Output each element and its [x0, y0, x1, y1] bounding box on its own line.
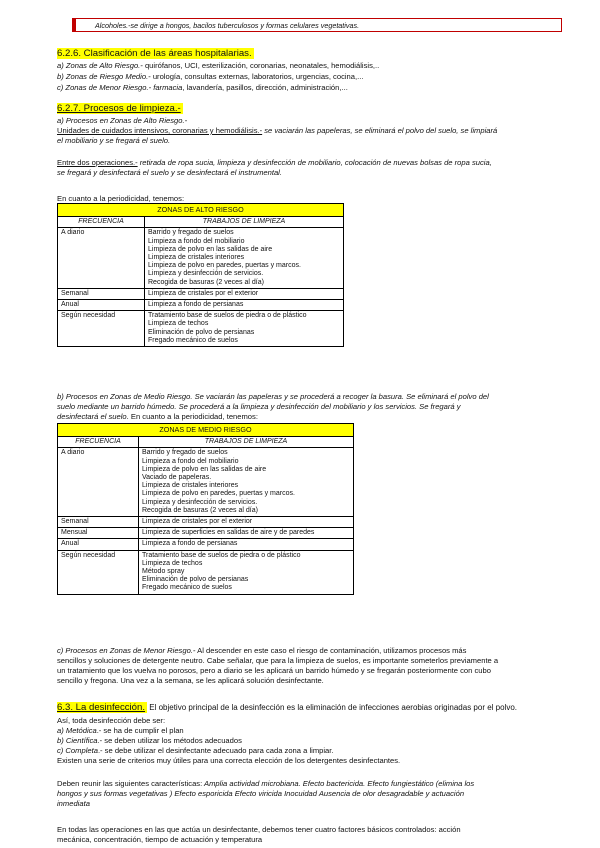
- table-row: [58, 311, 344, 347]
- table-row: [58, 300, 344, 311]
- metodica-label: a) Metódica: [57, 726, 97, 735]
- frecuencia-cell: Anual: [58, 539, 139, 550]
- b-l1: Se vaciarán las papeleras y se procederá a recoger la basura. Se eliminará el polvo del: [192, 392, 489, 401]
- heading-63-text: 6.3. La desinfección.: [57, 702, 146, 713]
- line-asi: Así, toda desinfección debe ser:: [57, 716, 166, 725]
- heading-63-rest: El objetivo principal de la desinfección es la eliminación de infecciones aerobias originadas por el polvo.: [147, 703, 518, 712]
- table-row: [58, 528, 354, 539]
- trabajos-cell: [139, 528, 354, 539]
- table-row: [58, 228, 344, 288]
- heading-627: [57, 103, 183, 114]
- line-todas-2: mecánica, concentración, tiempo de actuación y temperatura: [57, 835, 263, 844]
- trabajo-item: Limpieza a fondo de persianas: [142, 540, 238, 548]
- trabajo-item: Fregado mecánico de suelos: [148, 336, 238, 344]
- table-row: [58, 550, 354, 594]
- line-deben-2: hongos y sus formas vegetativas ) Efecto esporicida Efecto viricida Inocuidad Ausencia de olor desagradable y actuación: [57, 789, 465, 798]
- trabajo-item: Barrido y fregado de suelos: [142, 449, 228, 457]
- line-cientifica: [57, 736, 242, 745]
- table-alto-riesgo: [57, 203, 344, 347]
- trabajo-item: Limpieza de cristales por el exterior: [142, 518, 253, 526]
- trabajo-item: Limpieza de cristales por el exterior: [148, 289, 259, 297]
- table-alto-title: ZONAS DE ALTO RIESGO: [58, 204, 344, 217]
- trabajo-item: Tratamiento base de suelos de piedra o de plástico: [142, 551, 301, 559]
- table-medio-title: ZONAS DE MEDIO RIESGO: [58, 424, 354, 437]
- trabajo-item: Recogida de basuras (2 veces al día): [148, 278, 264, 286]
- trabajo-item: Método spray: [142, 568, 185, 576]
- trabajo-item: Limpieza de techos: [148, 320, 209, 328]
- c-l1: Al descender en este caso el riesgo de contaminación, utilizamos procesos más: [195, 646, 467, 655]
- line-c-4: sencillo y fregona. Una vez a la semana, se les aplicará solución desinfectante.: [57, 676, 324, 685]
- table-alto-body: [58, 228, 344, 347]
- box-accent: [73, 19, 76, 31]
- trabajo-item: Barrido y fregado de suelos: [148, 229, 234, 237]
- frecuencia-cell: Anual: [58, 300, 145, 311]
- table-row: [58, 288, 344, 299]
- cientifica-label: b) Científica: [57, 736, 98, 745]
- frecuencia-cell: A diario: [58, 228, 145, 288]
- table-medio-body: [58, 448, 354, 594]
- trabajo-item: Eliminación de polvo de persianas: [148, 328, 255, 336]
- entre-text: retirada de ropa sucia, limpieza y desinfección de mobiliario, colocación de nuevas bolsas de ropa sucia,: [137, 158, 492, 167]
- zona-alto-label: a) Zonas de Alto Riesgo.-: [57, 61, 143, 70]
- alcoholes-text: .-se dirige a hongos, bacilos tuberculosos y formas celulares vegetativas.: [126, 21, 360, 30]
- frecuencia-cell: Semanal: [58, 288, 145, 299]
- frecuencia-cell: Según necesidad: [58, 550, 139, 594]
- line-b-1: [57, 392, 489, 401]
- cientifica-text: .- se deben utilizar los métodos adecuados: [97, 736, 242, 745]
- entre-label: Entre dos operaciones.-: [57, 158, 138, 167]
- col-trabajos: TRABAJOS DE LIMPIEZA: [139, 437, 354, 448]
- trabajo-item: Limpieza de polvo en paredes, puertas y marcos.: [142, 490, 295, 498]
- trabajo-item: Limpieza y desinfección de servicios.: [142, 498, 258, 506]
- deben-lead: Deben reunir las siguientes características:: [57, 779, 203, 788]
- line-c-3: un tratamiento que los vuelva no porosos, pero a diario se les aplicará un barrido húmedo y se fregarán posteriormente con cubo: [57, 666, 491, 675]
- heading-627-text: 6.2.7. Procesos de limpieza.-: [57, 103, 181, 114]
- metodica-text: .- se ha de cumplir el plan: [96, 726, 184, 735]
- heading-63: [57, 702, 517, 713]
- b-l3-italic: desinfectará el suelo: [57, 412, 127, 421]
- trabajo-item: Limpieza y desinfección de servicios.: [148, 270, 264, 278]
- line-deben-3: inmediata: [57, 799, 90, 808]
- zona-medio-label: b) Zonas de Riesgo Medio.-: [57, 72, 151, 81]
- trabajo-item: Limpieza de cristales interiores: [142, 482, 239, 490]
- line-deben-1: [57, 779, 474, 788]
- trabajo-item: Limpieza a fondo del mobiliario: [148, 237, 245, 245]
- trabajos-cell: [139, 448, 354, 517]
- units-text: se vaciarán las papeleras, se eliminará el polvo del suelo, se limpiará: [262, 126, 498, 135]
- trabajos-cell: [139, 517, 354, 528]
- frecuencia-cell: A diario: [58, 448, 139, 517]
- heading-626-text: 6.2.6. Clasificación de las áreas hospitalarias.: [57, 48, 252, 59]
- line-627-entre: [57, 158, 492, 167]
- table-row: [58, 539, 354, 550]
- trabajo-item: Limpieza de superficies en salidas de aire y de paredes: [142, 529, 315, 537]
- zona-menor-text: , lavandería, pasillos, dirección, administración,...: [182, 83, 348, 92]
- trabajos-cell: [139, 550, 354, 594]
- line-criterios: Existen una serie de criterios muy útiles para una correcta elección de los detergentes desinfectantes.: [57, 756, 401, 765]
- completa-label: c) Completa: [57, 746, 98, 755]
- trabajo-item: Recogida de basuras (2 veces al día): [142, 506, 258, 514]
- col-frecuencia: FRECUENCIA: [58, 217, 145, 228]
- trabajo-item: Limpieza de polvo en las salidas de aire: [148, 245, 273, 253]
- completa-text: .- se debe utilizar el desinfectante adecuado para cada zona a limpiar.: [97, 746, 334, 755]
- line-627-units-2: el mobiliario y se fregará el suelo.: [57, 136, 171, 145]
- line-627-a-title: a) Procesos en Zonas de Alto Riesgo.-: [57, 116, 188, 125]
- line-627-units: [57, 126, 497, 135]
- line-627-entre-2: se fregará y desinfectará el suelo y se desinfectará el instrumental.: [57, 168, 282, 177]
- b-l3-rest: . En cuanto a la periodicidad, tenemos:: [126, 412, 258, 421]
- trabajos-cell: [145, 228, 344, 288]
- line-626-c: [57, 83, 348, 92]
- table-row: [58, 517, 354, 528]
- line-b-3: [57, 412, 258, 421]
- frecuencia-cell: Según necesidad: [58, 311, 145, 347]
- frecuencia-cell: Mensual: [58, 528, 139, 539]
- alcoholes-box: [72, 18, 562, 32]
- zona-medio-text: urología, consultas externas, laboratorios, urgencias, cocina,...: [150, 72, 364, 81]
- trabajos-cell: [145, 300, 344, 311]
- trabajo-item: Tratamiento base de suelos de piedra o de plástico: [148, 312, 307, 320]
- line-c-2: sencillos y soluciones de detergente neutro. Cabe señalar, que para la limpieza de suelos, es importante someterlos previamente a: [57, 656, 499, 665]
- zona-menor-label: c) Zonas de Menor Riesgo.- farmacia: [57, 83, 183, 92]
- frecuencia-cell: Semanal: [58, 517, 139, 528]
- trabajo-item: Limpieza a fondo de persianas: [148, 301, 244, 309]
- table-row: [58, 448, 354, 517]
- c-lead: c) Procesos en Zonas de Menor Riesgo.-: [57, 646, 196, 655]
- table-medio-riesgo: [57, 423, 354, 595]
- trabajo-item: Limpieza de techos: [142, 559, 203, 567]
- deben-it1: Amplia actividad microbiana. Efecto bactericida. Efecto fungiestático (elimina los: [202, 779, 475, 788]
- line-c-1: [57, 646, 466, 655]
- line-626-b: [57, 72, 363, 81]
- line-completa: [57, 746, 334, 755]
- trabajo-item: Vaciado de papeleras.: [142, 474, 212, 482]
- alcoholes-label: Alcoholes: [95, 21, 127, 30]
- trabajo-item: Limpieza de polvo en las salidas de aire: [142, 465, 267, 473]
- b-lead: b) Procesos en Zonas de Medio Riesgo.: [57, 392, 193, 401]
- heading-626: [57, 48, 254, 59]
- trabajos-cell: [145, 288, 344, 299]
- trabajo-item: Limpieza a fondo del mobiliario: [142, 457, 239, 465]
- units-label: Unidades de cuidados intensivos, coronarias y hemodiálisis.-: [57, 126, 263, 135]
- trabajos-cell: [145, 311, 344, 347]
- line-b-2: suelo mediante un barrido húmedo. Se procederá a la limpieza y desinfección del mobiliario y los servicios. Se fregará y: [57, 402, 461, 411]
- line-todas-1: En todas las operaciones en las que actúa un desinfectante, debemos tener cuatro factores básicos controlados: acción: [57, 825, 461, 834]
- col-trabajos: TRABAJOS DE LIMPIEZA: [145, 217, 344, 228]
- col-frecuencia: FRECUENCIA: [58, 437, 139, 448]
- zona-alto-text: quirófanos, UCI, esterilización, coronarias, neonatales, hemodiálisis,..: [142, 61, 380, 70]
- trabajo-item: Fregado mecánico de suelos: [142, 584, 232, 592]
- line-periodicity: En cuanto a la periodicidad, tenemos:: [57, 194, 185, 203]
- line-626-a: [57, 61, 379, 70]
- trabajo-item: Eliminación de polvo de persianas: [142, 576, 249, 584]
- trabajo-item: Limpieza de cristales interiores: [148, 254, 245, 262]
- trabajo-item: Limpieza de polvo en paredes, puertas y marcos.: [148, 262, 301, 270]
- trabajos-cell: [139, 539, 354, 550]
- line-metodica: [57, 726, 184, 735]
